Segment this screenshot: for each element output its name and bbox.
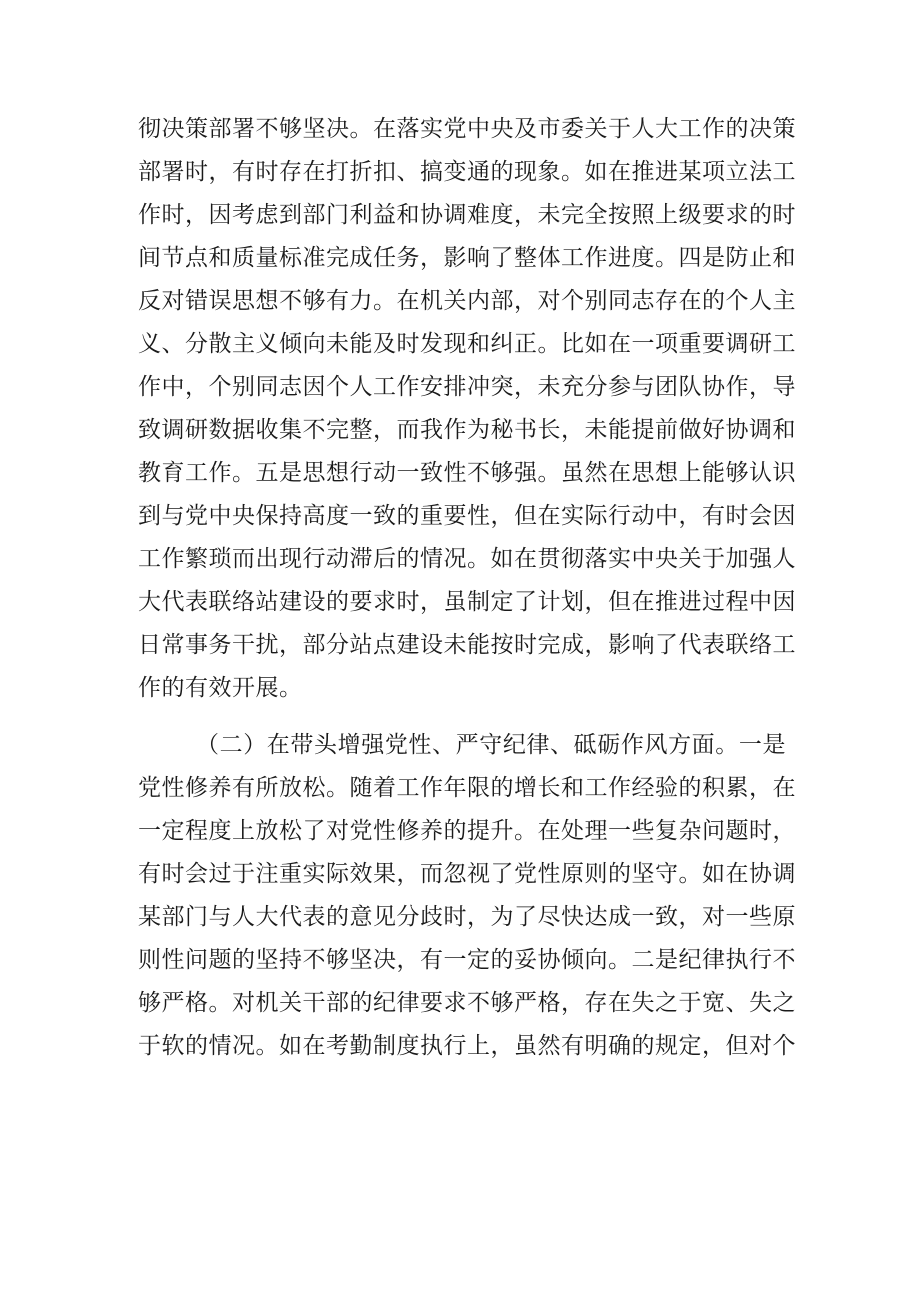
text-line: 到与党中央保持高度一致的重要性，但在实际行动中，有时会因 bbox=[138, 503, 796, 529]
text-line: 日常事务干扰，部分站点建设未能按时完成，影响了代表联络工 bbox=[138, 632, 796, 658]
text-line: 则性问题的坚持不够坚决，有一定的妥协倾向。二是纪律执行不 bbox=[138, 947, 796, 973]
paragraph-2 bbox=[138, 724, 796, 1068]
text-line: 党性修养有所放松。随着工作年限的增长和工作经验的积累，在 bbox=[138, 775, 796, 801]
text-line: 致调研数据收集不完整，而我作为秘书长，未能提前做好协调和 bbox=[138, 417, 796, 443]
text-line: 有时会过于注重实际效果，而忽视了党性原则的坚守。如在协调 bbox=[138, 861, 796, 887]
text-line: （二）在带头增强党性、严守纪律、砥砺作风方面。一是 bbox=[196, 732, 786, 758]
text-line: 作的有效开展。 bbox=[138, 675, 303, 701]
document-body bbox=[138, 108, 796, 1068]
text-line: 间节点和质量标准完成任务，影响了整体工作进度。四是防止和 bbox=[138, 245, 796, 271]
text-line: 作时，因考虑到部门利益和协调难度，未完全按照上级要求的时 bbox=[138, 202, 796, 228]
text-line: 部署时，有时存在打折扣、搞变通的现象。如在推进某项立法工 bbox=[138, 159, 796, 185]
paragraph-spacer bbox=[138, 710, 786, 724]
paragraph-1 bbox=[138, 108, 796, 710]
text-line: 于软的情况。如在考勤制度执行上，虽然有明确的规定，但对个 bbox=[138, 1033, 796, 1059]
text-line: 某部门与人大代表的意见分歧时，为了尽快达成一致，对一些原 bbox=[138, 904, 796, 930]
text-line: 一定程度上放松了对党性修养的提升。在处理一些复杂问题时， bbox=[138, 818, 796, 844]
text-line: 教育工作。五是思想行动一致性不够强。虽然在思想上能够认识 bbox=[138, 460, 796, 486]
text-line: 工作繁琐而出现行动滞后的情况。如在贯彻落实中央关于加强人 bbox=[138, 546, 796, 572]
text-line: 够严格。对机关干部的纪律要求不够严格，存在失之于宽、失之 bbox=[138, 990, 796, 1016]
text-line: 大代表联络站建设的要求时，虽制定了计划，但在推进过程中因 bbox=[138, 589, 796, 615]
text-line: 反对错误思想不够有力。在机关内部，对个别同志存在的个人主 bbox=[138, 288, 796, 314]
text-line: 彻决策部署不够坚决。在落实党中央及市委关于人大工作的决策 bbox=[138, 116, 796, 142]
text-line: 义、分散主义倾向未能及时发现和纠正。比如在一项重要调研工 bbox=[138, 331, 796, 357]
text-line: 作中，个别同志因个人工作安排冲突，未充分参与团队协作，导 bbox=[138, 374, 796, 400]
